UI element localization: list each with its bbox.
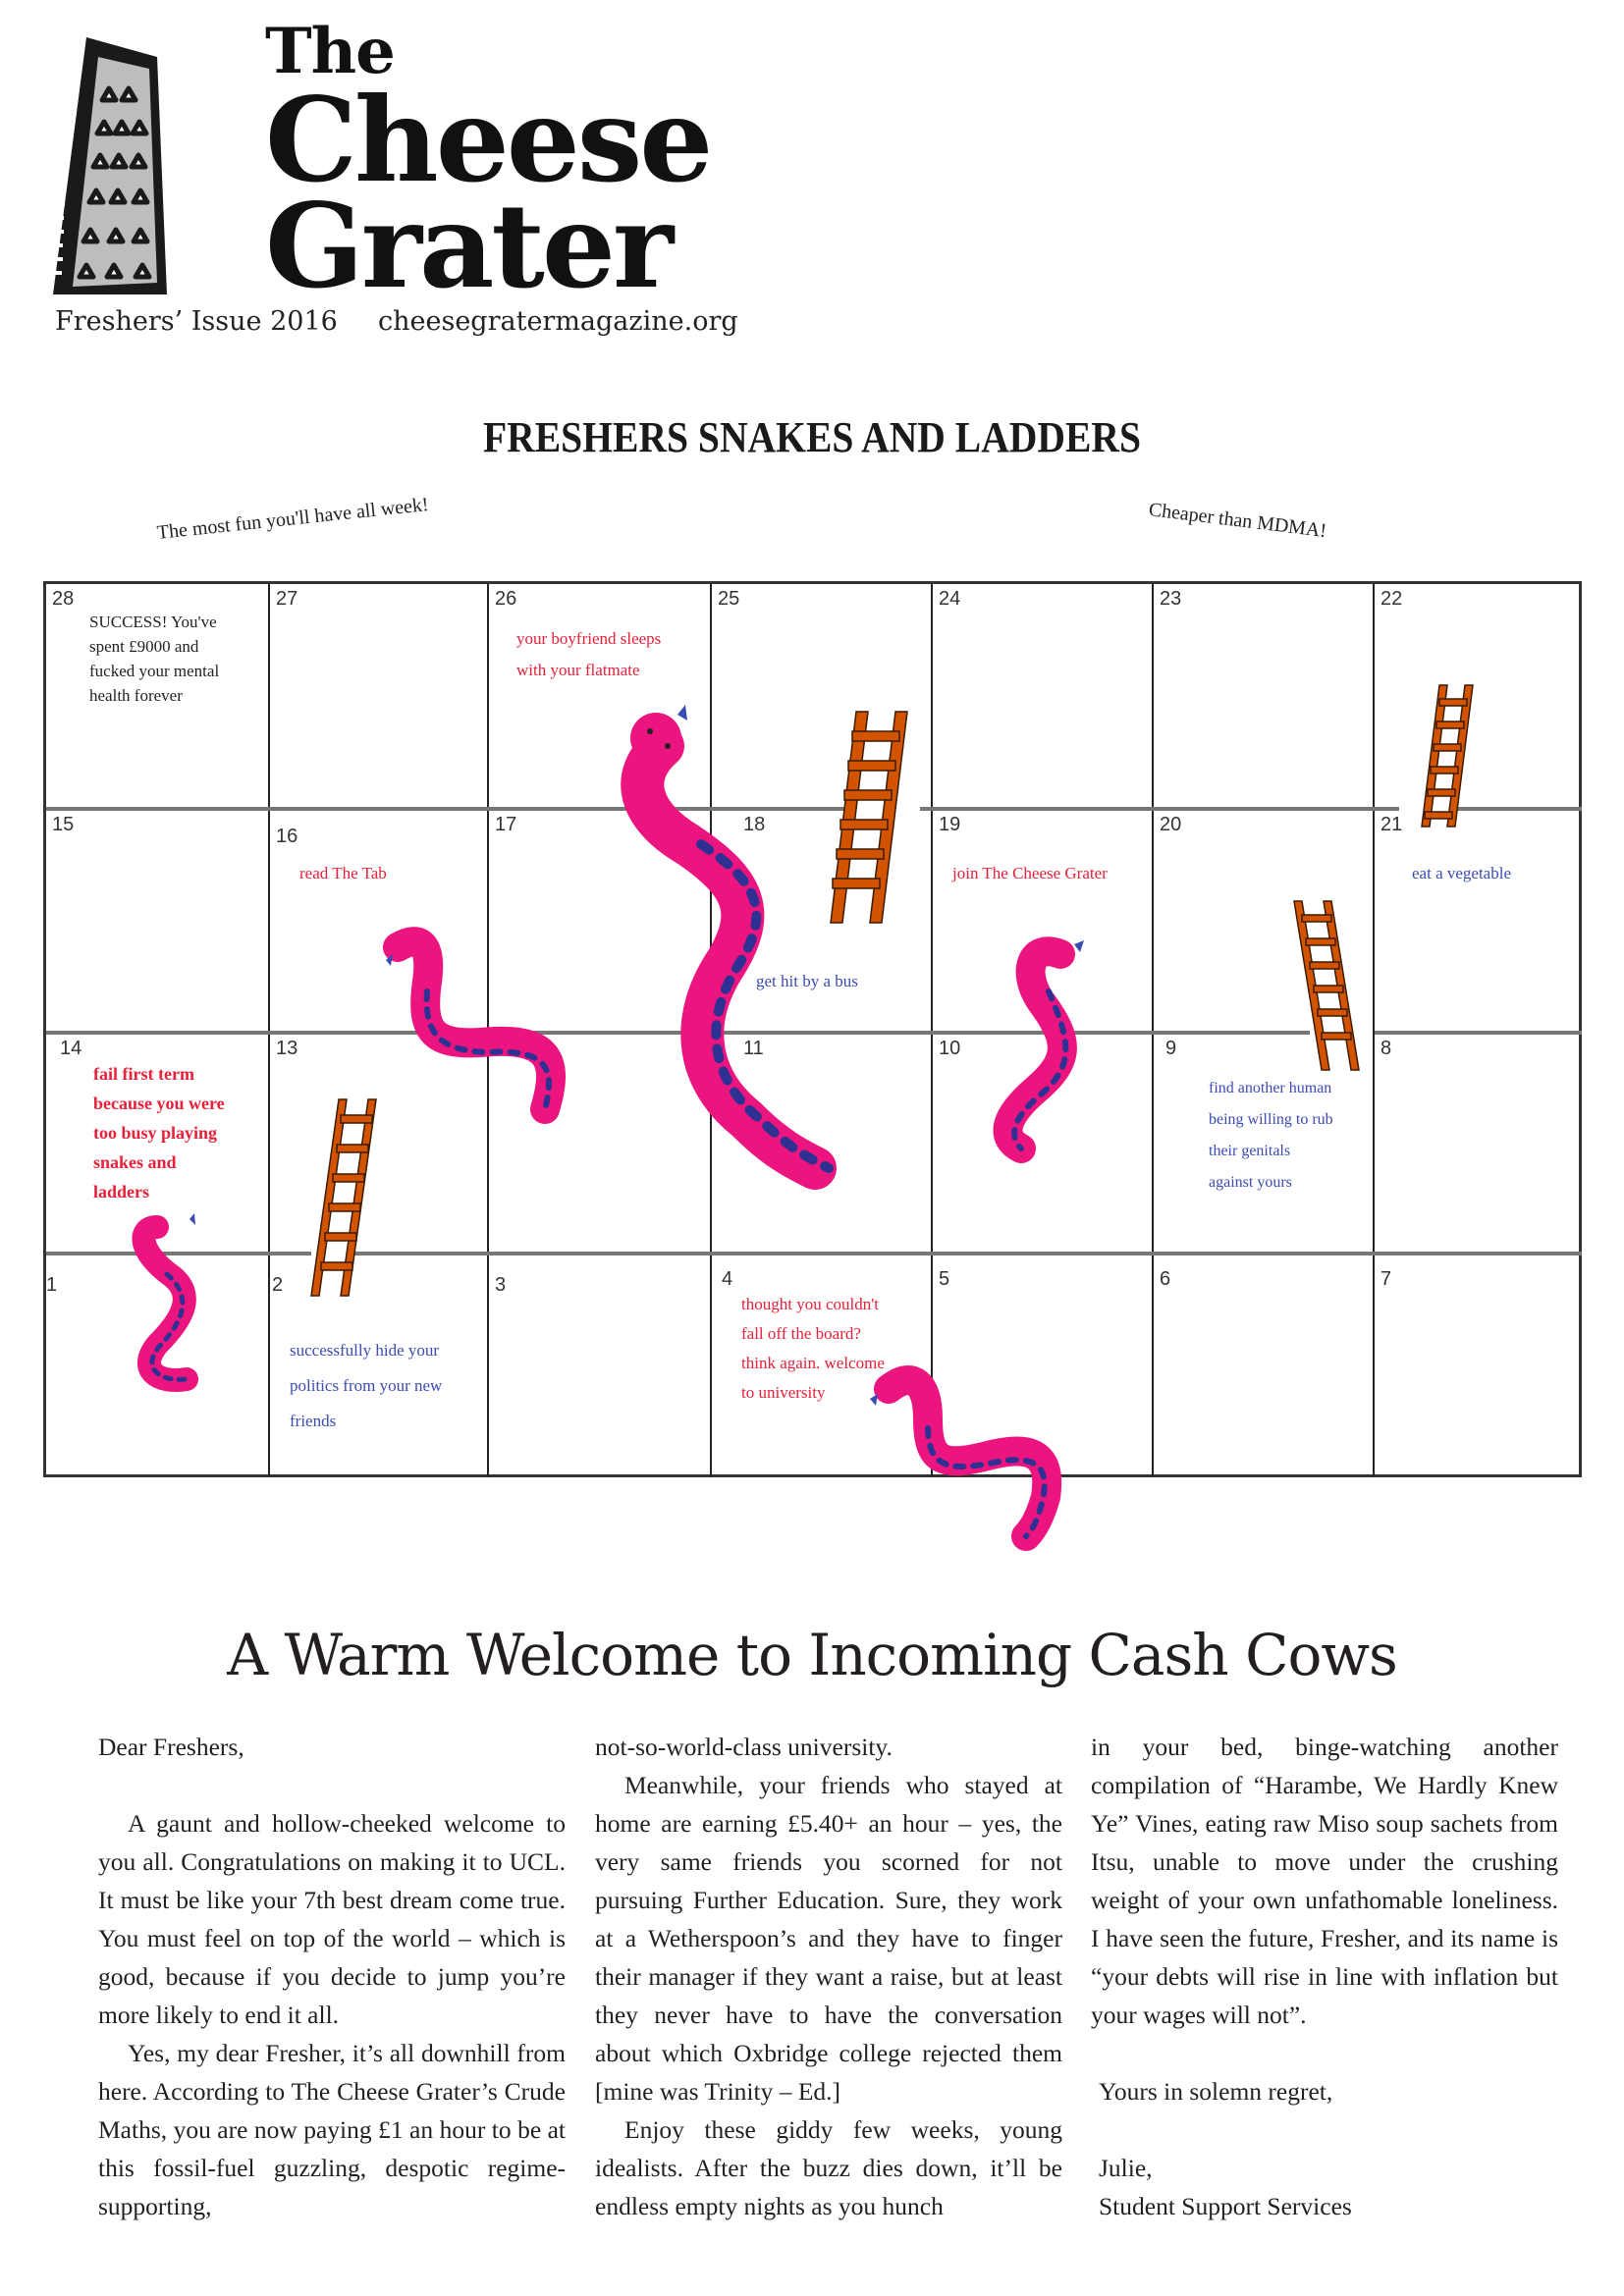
square-16: [270, 810, 489, 1034]
square-23: [1154, 584, 1375, 810]
square-text: get hit by a bus: [756, 972, 858, 990]
square-25: [712, 584, 933, 810]
square-text: SUCCESS! You've spent £9000 and fucked your mental health forever: [89, 613, 220, 705]
square-text: join The Cheese Grater: [952, 864, 1108, 882]
website-link[interactable]: cheesegratermagazine.org: [378, 306, 738, 337]
paragraph: Meanwhile, your friends who stayed at home are earning £5.40+ an hour – yes, the very same friends you scorned for not pursuing Further Education. Sure, they work at a Wetherspoon’s and they have to finger their manager if they want a raise, but at least they never have to have the conversation about which Oxbridge college rejected them [mine was Trinity – Ed.]: [595, 1771, 1062, 2106]
square-7: [1375, 1255, 1582, 1477]
square-number: 12: [495, 1038, 517, 1059]
square-number: 5: [939, 1268, 950, 1290]
masthead-title-grater: Grater: [265, 178, 672, 314]
signature-name: Julie,: [1099, 2154, 1153, 2182]
square-22: [1375, 584, 1582, 810]
square-number: 11: [743, 1038, 764, 1059]
square-text: fail first term because you were too busy playing snakes and ladders: [93, 1064, 225, 1201]
square-24: [933, 584, 1154, 810]
square-number: 7: [1380, 1268, 1392, 1290]
row-divider: [1375, 1031, 1582, 1035]
row-divider: [46, 1031, 1310, 1035]
masthead-title-the: The: [265, 15, 395, 88]
square-18: [712, 810, 933, 1034]
square-number: 27: [276, 588, 298, 610]
square-number: 3: [495, 1274, 507, 1296]
square-number: 14: [60, 1038, 82, 1059]
masthead-title-cheese: Cheese: [265, 72, 711, 208]
square-number: 4: [722, 1268, 733, 1290]
square-19: [933, 810, 1154, 1034]
signature-title: Student Support Services: [1099, 2192, 1352, 2220]
square-number: 22: [1380, 588, 1403, 610]
square-text: your boyfriend sleeps with your flatmate: [516, 629, 662, 679]
article-column-2: [595, 1728, 1062, 2225]
square-28: [46, 584, 270, 810]
square-number: 1: [46, 1274, 58, 1296]
issue-label: Freshers’ Issue 2016: [55, 306, 338, 337]
square-5: [933, 1255, 1154, 1477]
square-number: 17: [495, 814, 517, 835]
square-text: successfully hide your politics from your new friends: [290, 1341, 443, 1430]
board-title: FRESHERS SNAKES AND LADDERS: [482, 413, 1142, 461]
paragraph: Yes, my dear Fresher, it’s all downhill from here. According to The Cheese Grater’s Crude Maths, you are now paying £1 an hour to be at this fossil-fuel guzzling, despotic regime-supporting,: [98, 2039, 566, 2220]
snakes-and-ladders-board: [43, 581, 1582, 1477]
square-text: thought you couldn't fall off the board? think again. welcome to university: [741, 1295, 885, 1402]
row-divider: [349, 1252, 1582, 1255]
square-number: 25: [718, 588, 740, 610]
square-17: [489, 810, 712, 1034]
square-number: 13: [276, 1038, 298, 1059]
square-2: [270, 1255, 489, 1477]
salutation: Dear Freshers,: [98, 1733, 244, 1761]
caption-right: Cheaper than MDMA!: [1147, 499, 1328, 543]
square-number: 9: [1165, 1038, 1177, 1059]
square-number: 24: [939, 588, 961, 610]
paragraph: Enjoy these giddy few weeks, young idealists. After the buzz dies down, it’ll be endless empty nights as you hunch: [595, 2115, 1062, 2220]
square-number: 21: [1380, 814, 1403, 835]
square-6: [1154, 1255, 1375, 1477]
article-headline: A Warm Welcome to Incoming Cash Cows: [227, 1622, 1397, 1688]
row-divider: [46, 1252, 311, 1255]
square-number: 6: [1160, 1268, 1171, 1290]
square-text: eat a vegetable: [1412, 864, 1511, 882]
row-divider: [920, 807, 1399, 811]
square-number: 2: [272, 1274, 284, 1296]
square-14: [46, 1034, 270, 1255]
square-number: 26: [495, 588, 517, 610]
square-number: 19: [939, 814, 961, 835]
square-number: 18: [743, 814, 766, 835]
square-9: [1154, 1034, 1375, 1255]
square-21: [1375, 810, 1582, 1034]
square-11: [712, 1034, 933, 1255]
square-number: 28: [52, 588, 75, 610]
paragraph: A gaunt and hollow-cheeked welcome to you all. Congratulations on making it to UCL. It must be like your 7th best dream come true. You must feel on top of the world – which is good, because if you decide to jump you’re more likely to end it all.: [98, 1809, 566, 2029]
square-4: [712, 1255, 933, 1477]
row-divider: [1454, 807, 1582, 811]
square-3: [489, 1255, 712, 1477]
square-12: [489, 1034, 712, 1255]
article-column-1: [98, 1728, 566, 2225]
cheese-grater-logo-icon: [47, 29, 175, 299]
square-27: [270, 584, 489, 810]
paragraph: in your bed, binge-watching another compilation of “Harambe, We Hardly Knew Ye” Vines, eating raw Miso soup sachets from Itsu, unable to move under the crushing weight of your own unfathomable loneliness. I have seen the future, Fresher, and its name is “your debts will rise in line with inflation but your wages will not”.: [1091, 1733, 1558, 2029]
square-text: find another human being willing to rub their genitals against yours: [1209, 1080, 1333, 1191]
square-8: [1375, 1034, 1582, 1255]
square-10: [933, 1034, 1154, 1255]
paragraph: not-so-world-class university.: [595, 1733, 893, 1761]
square-26: [489, 584, 712, 810]
square-15: [46, 810, 270, 1034]
square-number: 15: [52, 814, 75, 835]
square-text: read The Tab: [299, 864, 387, 882]
square-number: 10: [939, 1038, 961, 1059]
square-20: [1154, 810, 1375, 1034]
row-divider: [46, 807, 856, 811]
square-number: 20: [1160, 814, 1182, 835]
square-number: 16: [276, 826, 298, 847]
signoff: Yours in solemn regret,: [1099, 2077, 1333, 2106]
square-13: [270, 1034, 489, 1255]
caption-left: The most fun you'll have all week!: [155, 494, 430, 544]
article-column-3: [1091, 1728, 1558, 2225]
square-number: 23: [1160, 588, 1182, 610]
square-1: [46, 1255, 270, 1477]
square-number: 8: [1380, 1038, 1392, 1059]
